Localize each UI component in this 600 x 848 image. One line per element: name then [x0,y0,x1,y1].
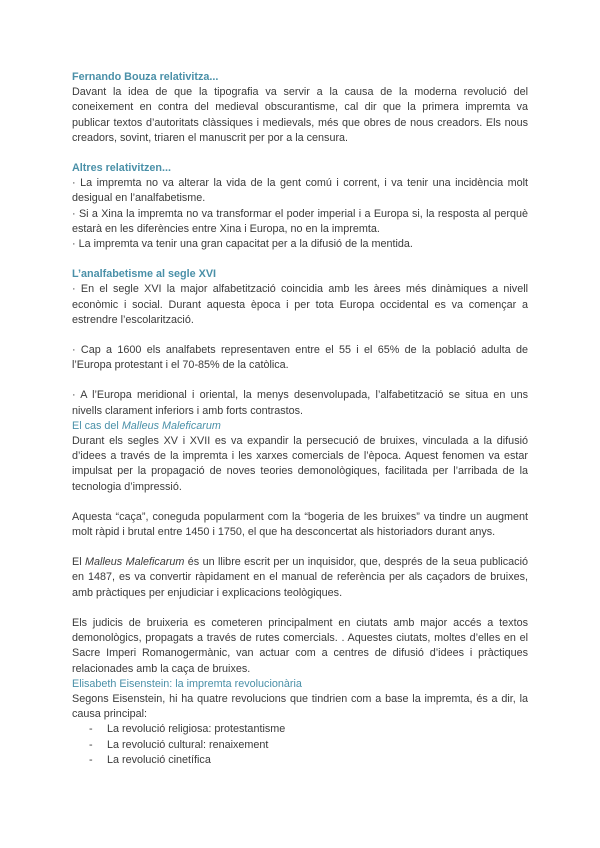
heading-altres: Altres relativitzen... [72,162,172,175]
paragraph-bouza: Davant la idea de que la tipografia va servir a la causa de la moderna revolució del coneixement en contra del medieval obscurantisme, cal dir que la primera impremta va publicar textos d’autoritats clàssiques i medievals, més que obres de nous creadors. Els nous creadors, sovint, triaren el manuscrit per por a la censura. [72,86,528,144]
malleus-p3-prefix: El [72,556,85,569]
list-item: - La revolució cultural: renaixement [89,738,528,753]
heading-malleus-title: Malleus Maleficarum [121,419,221,432]
malleus-paragraph-3 [72,555,528,601]
altres-item-2: · Si a Xina la impremta no va transformar el poder imperial i a Europa si, la resposta al perquè estarà en les diferències entre Xina i Europa, no en la impremta. [72,207,528,235]
heading-malleus [72,419,528,434]
section-malleus [72,419,528,677]
analfabetisme-paragraph-2: · Cap a 1600 els analfabets representaven entre el 55 i el 65% de la població adulta de l’Europa protestant i el 70-85% de la catòlica. [72,344,528,372]
heading-bouza: Fernando Bouza relativitza... [72,71,219,83]
malleus-paragraph-4: Els judicis de bruixeria es cometeren principalment en ciutats amb major accés a textos demonològics, propagats a través de rutes comercials. . Aquestes ciutats, moltes d’elles en el Sacre Imperi Romanogermànic, van actuar com a centres de difusió d’idees i pràctiques relacionades amb la caça de bruixes. [72,616,528,675]
analfabetisme-paragraph-1: · En el segle XVI la major alfabetització coincidia amb les àrees més dinàmiques a nivell econòmic i social. Durant aquesta època i per tota Europa occidental es va començar a estrendre l’escolarització. [72,283,528,326]
heading-analfabetisme: L’analfabetisme al segle XVI [72,268,217,281]
malleus-paragraph-2: Aquesta “caça”, coneguda popularment com la “bogeria de les bruixes” va tindre un augment molt ràpid i brutal entre 1450 i 1750, el que ha desconcertat als historiadors durant anys. [72,510,528,539]
heading-eisenstein [72,677,528,692]
heading-eisenstein-subtitle: : la impremta revolucionària [169,677,302,690]
heading-eisenstein-name: Elisabeth Eisenstein [72,677,170,690]
malleus-p3-title: Malleus Maleficarum [85,556,185,569]
malleus-paragraph-1: Durant els segles XV i XVII es va expandir la persecució de bruixes, vinculada a la difusió d’idees a través de la impremta i les xarxes comercials de l’època. Aquest fenomen va estar impulsat per la propagació de noves teories demonològiques, facilitada per l’arribada de la tecnologia d’impressió. [72,435,528,493]
altres-item-1: · La impremta no va alterar la vida de la gent comú i corrent, i va tenir una incidència molt desigual en l’analfabetisme. [72,177,528,205]
malleus-p3-rest: és un llibre escrit per un inquisidor, que, després de la seua publicació en 1487, es va convertir ràpidament en el manual de referència per als caçadors de bruixes, amb pràctiques per enjudiciar i explicacions teològiques. [72,556,528,599]
eisenstein-intro: Segons Eisenstein, hi ha quatre revolucions que tindrien com a base la impremta, és a dir, la causa principal: [72,692,528,721]
altres-item-3: · La impremta va tenir una gran capacitat per a la difusió de la mentida. [72,238,413,251]
section-bouza [72,70,528,146]
eisenstein-list [72,722,528,768]
list-item: - La revolució cinetífica [89,753,528,768]
list-item: - La revolució religiosa: protestantisme [89,722,528,737]
analfabetisme-paragraph-3: · A l’Europa meridional i oriental, la menys desenvolupada, l’alfabetització se situa en uns nivells clarament inferiors i amb forts contrastos. [72,389,528,417]
section-altres [72,161,528,252]
section-analfabetisme [72,267,528,419]
section-eisenstein [72,677,528,768]
heading-malleus-prefix: El cas del [72,419,122,432]
